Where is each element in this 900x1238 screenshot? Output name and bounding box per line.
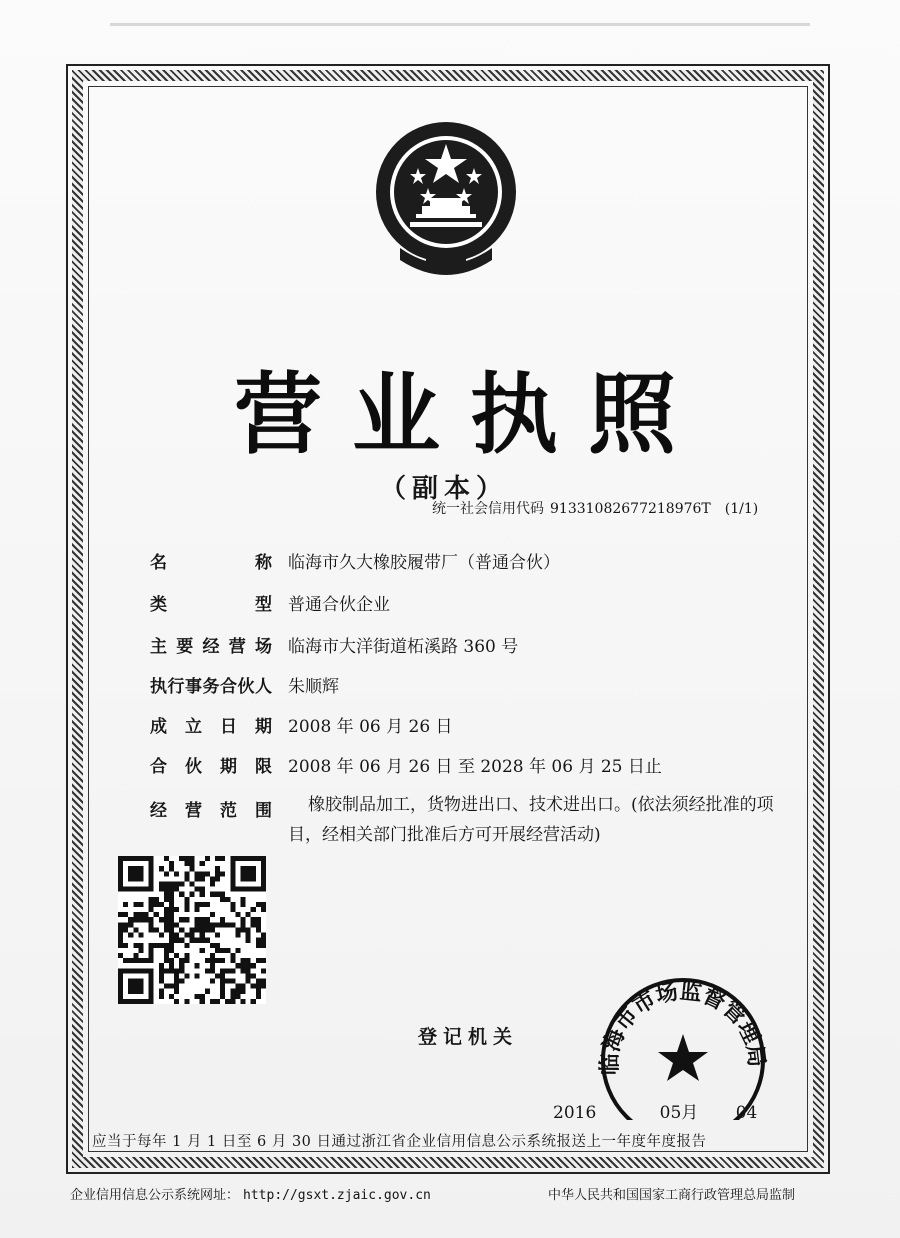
field-value: 临海市久大橡胶履带厂（普通合伙） (288, 553, 560, 573)
page-indicator: (1/1) (724, 501, 759, 517)
issue-date-day: 04 (735, 1103, 758, 1123)
field-term (150, 752, 810, 780)
field-address (150, 632, 810, 660)
field-label: 合伙期限 (150, 757, 272, 777)
issue-date (553, 1098, 757, 1123)
scan-artifact-mark (110, 18, 810, 32)
field-label: 经营范围 (150, 801, 272, 821)
field-scope (150, 795, 810, 845)
footer-supervisor: 中华人民共和国国家工商行政管理总局监制 (548, 1188, 796, 1203)
field-established (150, 712, 810, 740)
footer-site (70, 1184, 431, 1203)
field-type (150, 590, 810, 618)
field-value: 普通合伙企业 (288, 595, 390, 615)
field-value: 临海市大洋街道柘溪路 360 号 (288, 637, 519, 657)
credit-code-value: 91331082677218976T (550, 501, 711, 517)
field-value: 2008 年 06 月 26 日 (288, 717, 453, 737)
seal-text: 临海市市场监督管理局 (597, 979, 769, 1076)
document-subtitle: （副本） (380, 474, 509, 504)
qr-code-icon[interactable] (118, 856, 266, 1004)
field-value: 朱顺辉 (288, 677, 339, 697)
field-label: 成立日期 (150, 717, 272, 737)
national-emblem-icon (370, 118, 522, 278)
issue-date-year: 2016 (553, 1103, 597, 1123)
field-label: 名称 (150, 553, 272, 573)
field-label: 类型 (150, 595, 272, 615)
registration-authority-label: 登记机关 (418, 1026, 519, 1048)
credit-code-label: 统一社会信用代码 (432, 501, 544, 517)
annual-report-notice: 应当于每年 1 月 1 日至 6 月 30 日通过浙江省企业信用信息公示系统报送上一年度年度报告 (92, 1134, 707, 1150)
credit-code-line (432, 498, 758, 518)
field-value: 2008 年 06 月 26 日 至 2028 年 06 月 25 日止 (288, 757, 662, 777)
field-partner (150, 672, 810, 700)
field-value: 橡胶制品加工，货物进出口、技术进出口。(依法须经批准的项目，经相关部门批准后方可开展经营活动) (288, 795, 774, 845)
issue-date-month: 05月 (659, 1103, 699, 1123)
field-label: 主要经营场 (150, 637, 272, 657)
field-name (150, 548, 810, 576)
footer-site-label: 企业信用信息公示系统网址： (70, 1188, 240, 1203)
field-label: 执行事务合伙人 (150, 677, 272, 697)
footer-site-url[interactable]: http://gsxt.zjaic.gov.cn (243, 1188, 431, 1203)
document-title: 营业执照 (233, 363, 706, 466)
